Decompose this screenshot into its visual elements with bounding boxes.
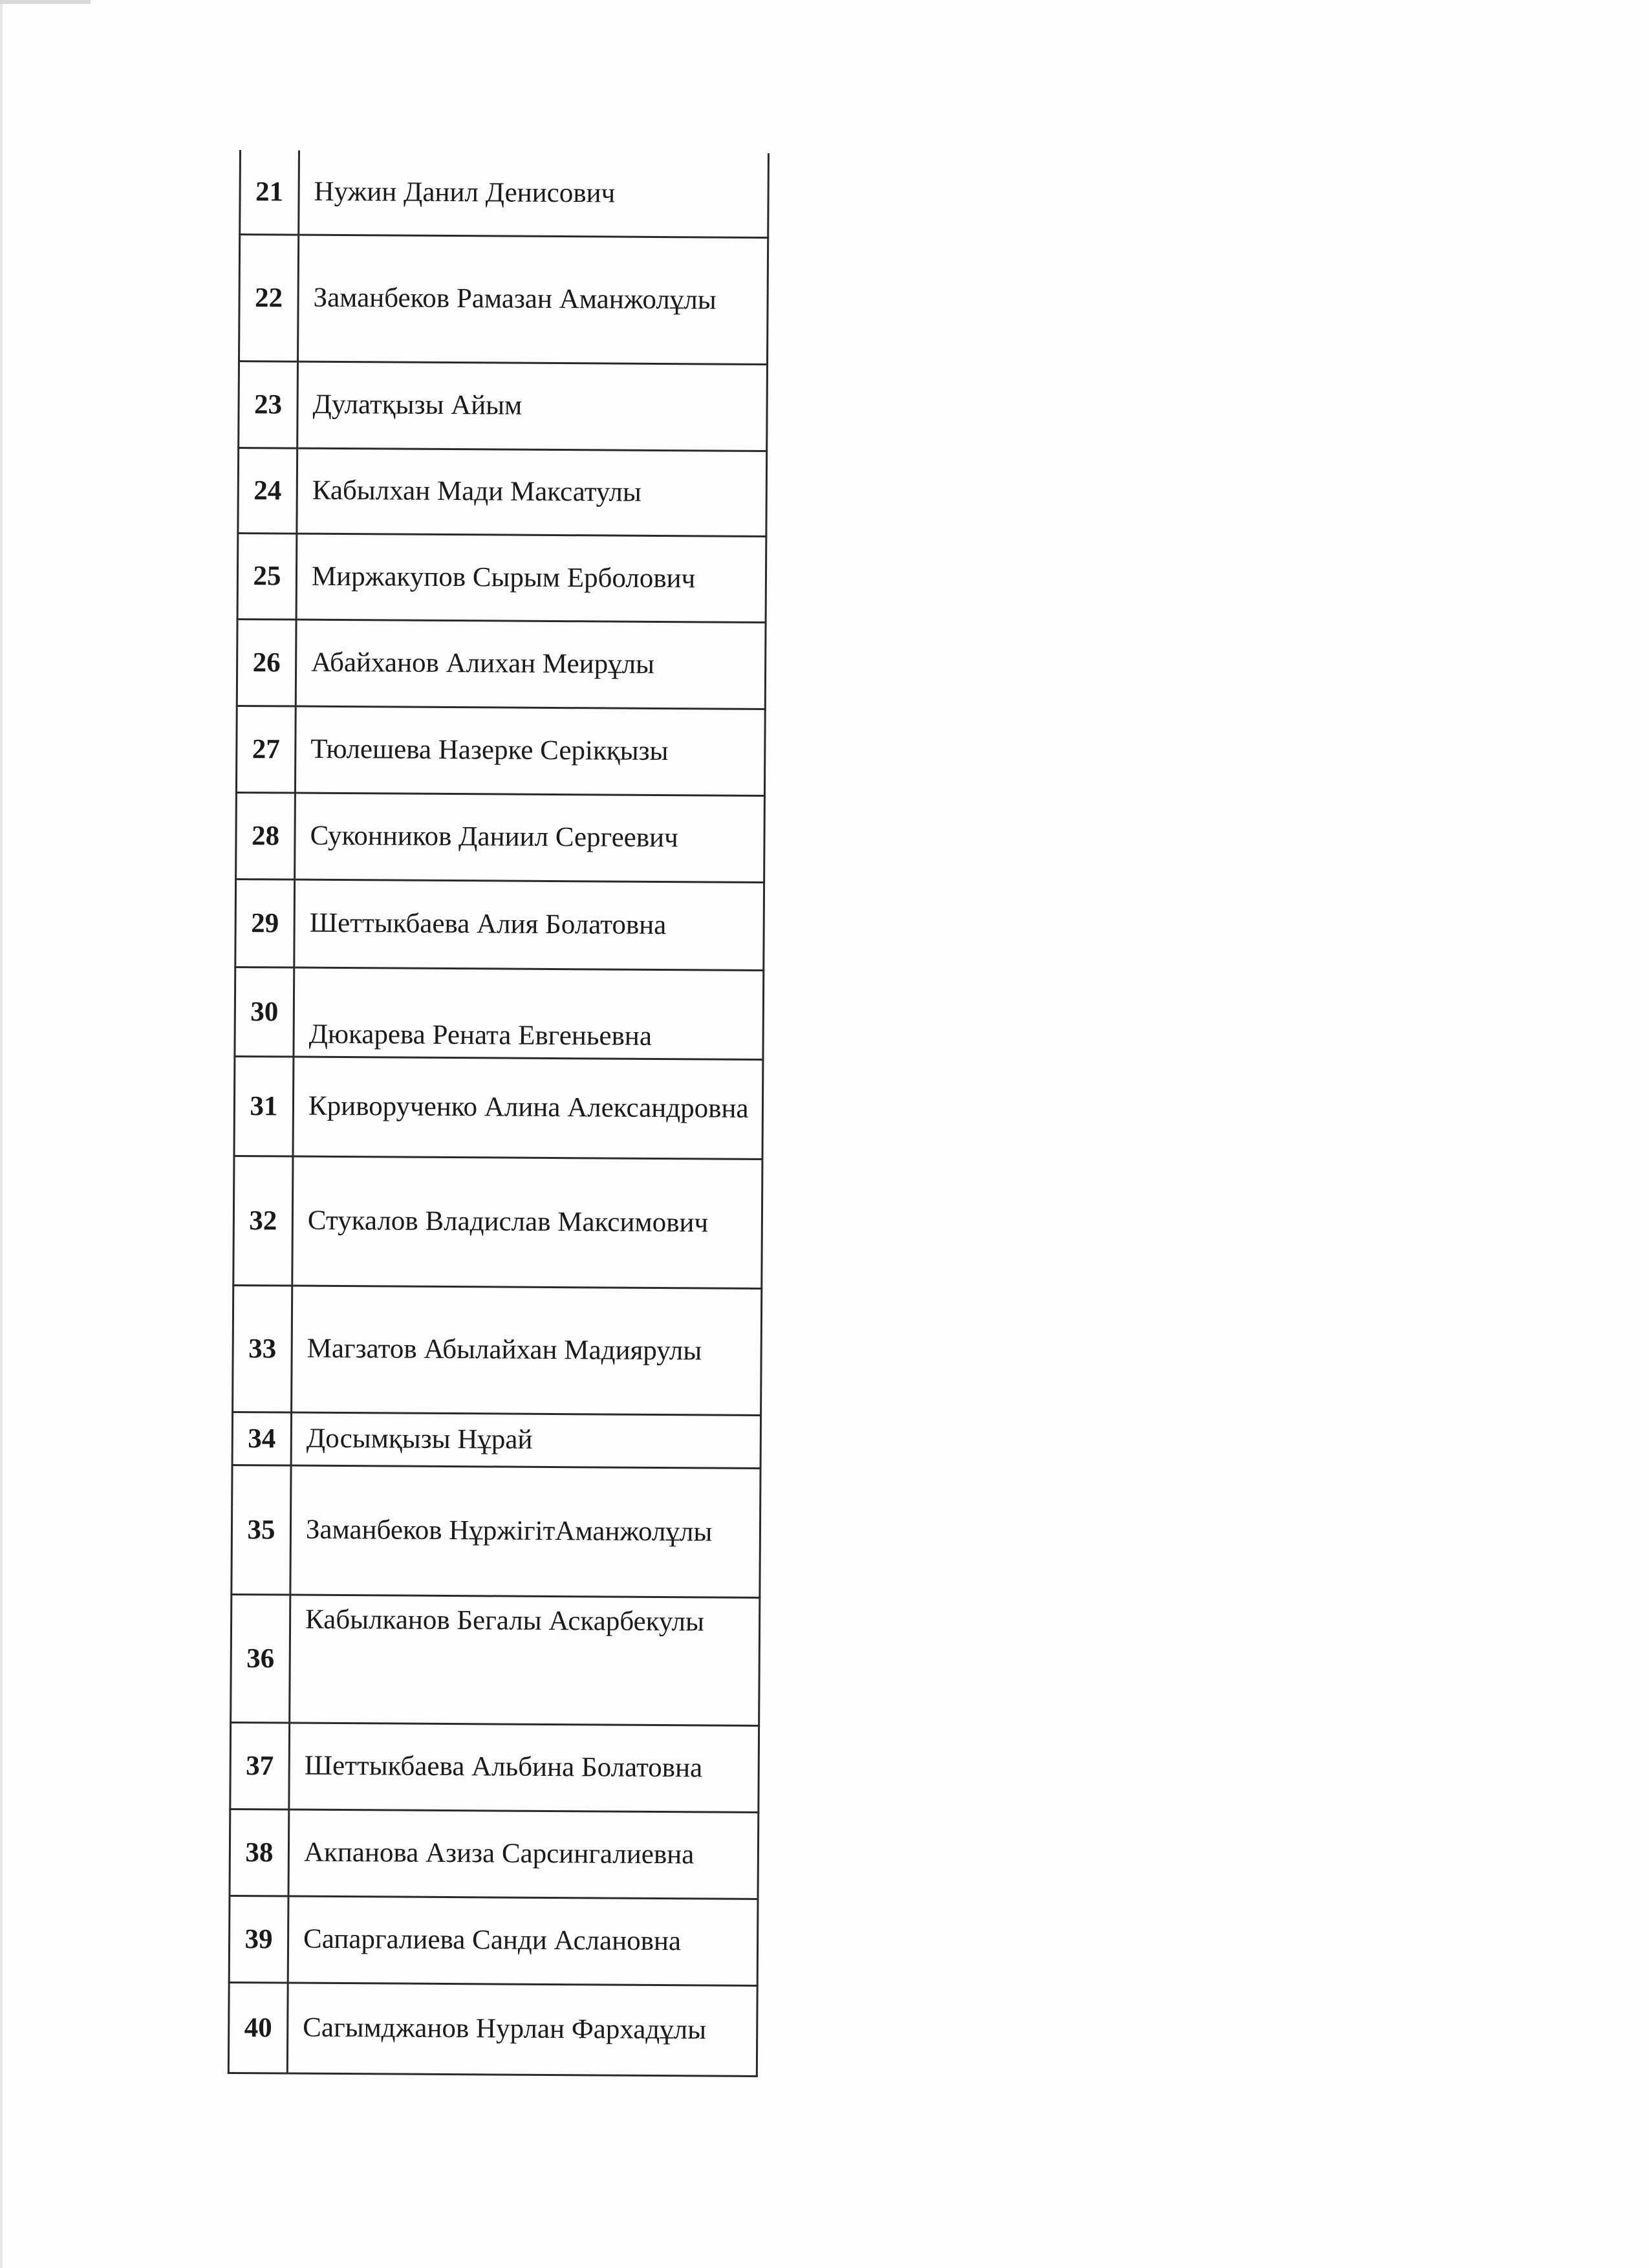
student-name: Шеттыкбаева Алия Болатовна xyxy=(294,880,764,970)
table-row xyxy=(240,150,769,237)
row-number: 39 xyxy=(229,1895,288,1983)
row-number: 22 xyxy=(239,234,299,362)
scan-edge-left xyxy=(0,0,3,2268)
table-row xyxy=(230,1722,759,1812)
table-row xyxy=(235,967,764,1059)
row-number: 28 xyxy=(236,792,296,880)
student-name: Дюкарева Рената Евгеньевна xyxy=(294,967,764,1059)
student-name: Магзатов Абылайхан Мадиярулы xyxy=(292,1286,762,1415)
student-name: Кабылканов Бегалы Аскарбекулы xyxy=(290,1595,760,1725)
row-number: 26 xyxy=(237,619,296,706)
row-number: 32 xyxy=(233,1156,293,1286)
table-row xyxy=(232,1412,760,1468)
student-name: Миржакупов Сырым Ерболович xyxy=(296,534,766,622)
table-row xyxy=(233,1285,762,1415)
row-number: 31 xyxy=(234,1056,294,1156)
student-list-table xyxy=(228,150,770,2077)
row-number: 34 xyxy=(232,1412,291,1465)
row-number: 24 xyxy=(238,448,297,534)
student-name: Криворученко Алина Александровна xyxy=(293,1057,763,1159)
table-row xyxy=(239,361,768,451)
row-number: 35 xyxy=(232,1465,291,1595)
table-row xyxy=(232,1465,760,1597)
student-name: Заманбеков НұржігітАманжолұлы xyxy=(290,1465,760,1597)
student-name: Дулатқызы Айым xyxy=(297,362,768,451)
table-row xyxy=(236,706,765,795)
table-row xyxy=(233,1156,762,1288)
table-row xyxy=(229,1895,758,1985)
table-row xyxy=(231,1594,760,1725)
table-row xyxy=(228,1982,757,2076)
row-number: 40 xyxy=(228,1982,288,2073)
student-name: Заманбеков Рамазан Аманжолұлы xyxy=(298,235,768,364)
table-row xyxy=(230,1809,759,1899)
table-row xyxy=(234,1056,763,1159)
row-number: 37 xyxy=(230,1722,290,1809)
student-name: Абайханов Алихан Меирұлы xyxy=(296,620,766,709)
table-row xyxy=(237,619,766,709)
table-row xyxy=(238,448,767,536)
student-name: Сагымджанов Нурлан Фархадұлы xyxy=(287,1983,757,2076)
row-number: 29 xyxy=(235,879,295,967)
row-number: 23 xyxy=(239,361,298,448)
table-row xyxy=(237,533,766,622)
student-name: Тюлешева Назерке Серікқызы xyxy=(295,706,765,795)
row-number: 33 xyxy=(233,1285,292,1412)
table-row xyxy=(235,879,764,970)
student-name: Сапаргалиева Санди Аслановна xyxy=(288,1896,758,1985)
row-number: 25 xyxy=(237,533,297,620)
row-number: 30 xyxy=(235,967,294,1057)
row-number: 21 xyxy=(240,150,299,235)
scan-edge-top xyxy=(0,0,91,4)
student-name: Нужин Данил Денисович xyxy=(299,151,769,237)
student-name: Шеттыкбаева Альбина Болатовна xyxy=(289,1723,759,1812)
student-name: Акпанова Азиза Сарсингалиевна xyxy=(288,1809,759,1899)
student-name: Кабылхан Мади Максатулы xyxy=(297,448,767,536)
row-number: 38 xyxy=(230,1809,289,1896)
row-number: 27 xyxy=(236,706,296,793)
table-row xyxy=(239,234,768,364)
student-name: Досымқызы Нұрай xyxy=(291,1412,760,1468)
row-number: 36 xyxy=(231,1594,290,1723)
student-name: Стукалов Владислав Максимович xyxy=(292,1156,762,1288)
student-name: Суконников Даниил Сергеевич xyxy=(295,793,765,882)
table-row xyxy=(236,792,765,882)
